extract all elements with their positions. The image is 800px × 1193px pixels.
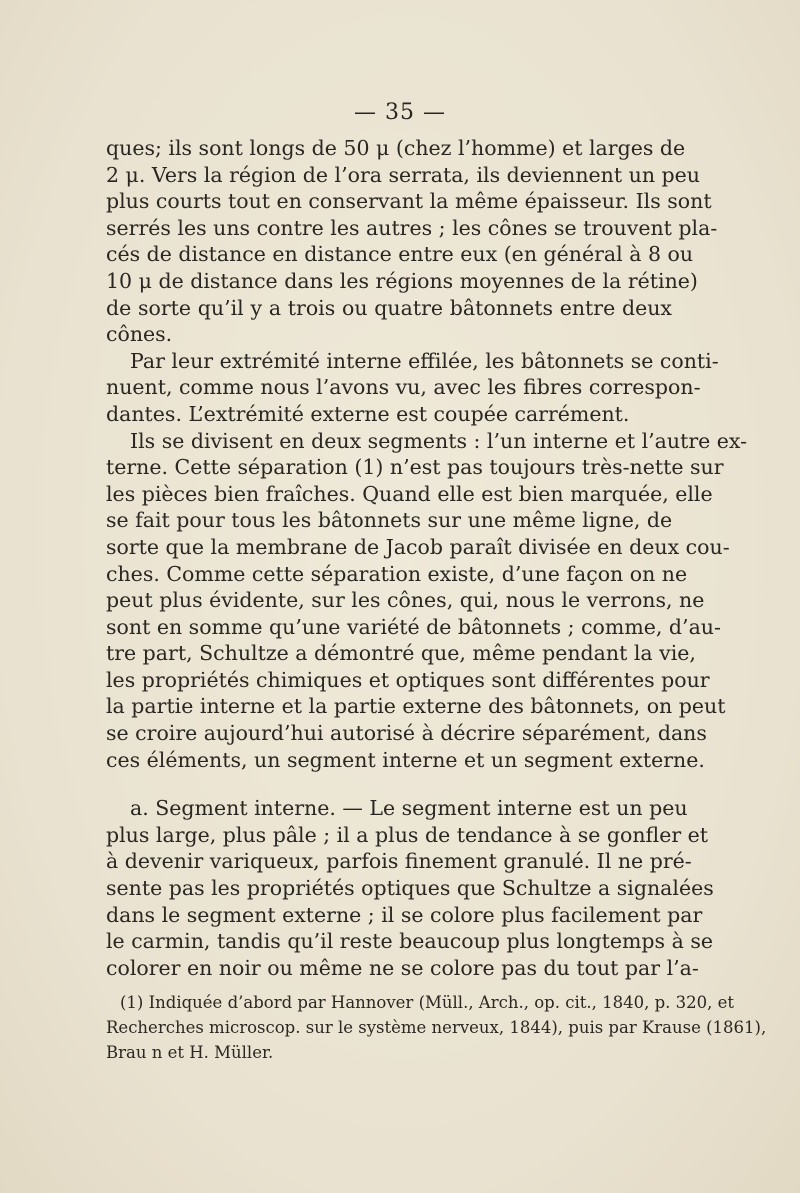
paragraph-gap (106, 773, 672, 795)
text-line: sont en somme qu’une variété de bâtonnets ; comme, d’au- (106, 614, 721, 639)
text-line: a. Segment interne. — Le segment interne est un peu (130, 796, 688, 821)
text-line: le carmin, tandis qu’il reste beaucoup plus longtemps à se (106, 929, 713, 954)
text-line: colorer en noir ou même ne se colore pas du tout par l’a- (106, 955, 699, 980)
text-line: 2 μ. Vers la région de l’ora serrata, ils deviennent un peu (106, 162, 701, 187)
text-line: ces éléments, un segment interne et un segment externe. (106, 747, 705, 772)
footnote-line: Brau n et H. Müller. (106, 1043, 274, 1062)
page-number: — 35 — (354, 100, 446, 125)
paragraph (106, 795, 714, 981)
text-line: se fait pour tous les bâtonnets sur une même ligne, de (106, 508, 673, 533)
text-line: ches. Comme cette séparation existe, d’une façon on ne (106, 561, 688, 586)
text-line: cés de distance en distance entre eux (en général à 8 ou (106, 242, 694, 267)
text-line: terne. Cette séparation (1) n’est pas toujours très-nette sur (106, 455, 724, 480)
text-line: 10 μ de distance dans les régions moyennes de la rétine) (106, 268, 698, 293)
text-line: Par leur extrémité interne effilée, les bâtonnets se conti- (130, 348, 719, 373)
text-line: les pièces bien fraîches. Quand elle est bien marquée, elle (106, 481, 713, 506)
text-line: les propriétés chimiques et optiques sont différentes pour (106, 667, 710, 692)
text-line: dans le segment externe ; il se colore plus facilement par (106, 902, 703, 927)
text-line: à devenir variqueux, parfois finement granulé. Il ne pré- (106, 849, 692, 874)
footnote-line: (1) Indiquée d’abord par Hannover (Müll., Arch., op. cit., 1840, p. 320, et (120, 993, 734, 1012)
text-line: sente pas les propriétés optiques que Schultze a signalées (106, 876, 714, 901)
text-line: dantes. L’extrémité externe est coupée carrément. (106, 401, 630, 426)
footnote (106, 990, 767, 1065)
footnote-line: Recherches microscop. sur le système nerveux, 1844), puis par Krause (1861), (106, 1018, 767, 1037)
text-line: plus courts tout en conservant la même épaisseur. Ils sont (106, 189, 712, 214)
text-line: nuent, comme nous l’avons vu, avec les fibres correspon- (106, 375, 701, 400)
paragraph (106, 428, 748, 774)
text-line: ques; ils sont longs de 50 μ (chez l’homme) et larges de (106, 136, 686, 160)
paragraph (106, 348, 719, 428)
body-text (106, 135, 748, 981)
paragraph (106, 135, 718, 348)
text-line: cônes. (106, 322, 173, 347)
text-line: sorte que la membrane de Jacob paraît divisée en deux cou- (106, 534, 730, 559)
text-line: de sorte qu’il y a trois ou quatre bâtonnets entre deux (106, 295, 672, 320)
text-line: se croire aujourd’hui autorisé à décrire séparément, dans (106, 721, 707, 746)
text-line: serrés les uns contre les autres ; les cônes se trouvent pla- (106, 215, 718, 240)
text-line: Ils se divisent en deux segments : l’un interne et l’autre ex- (130, 428, 748, 453)
text-line: peut plus évidente, sur les cônes, qui, nous le verrons, ne (106, 588, 705, 613)
text-line: tre part, Schultze a démontré que, même pendant la vie, (106, 641, 696, 666)
text-line: la partie interne et la partie externe des bâtonnets, on peut (106, 694, 726, 719)
text-line: plus large, plus pâle ; il a plus de tendance à se gonfler et (106, 822, 709, 847)
